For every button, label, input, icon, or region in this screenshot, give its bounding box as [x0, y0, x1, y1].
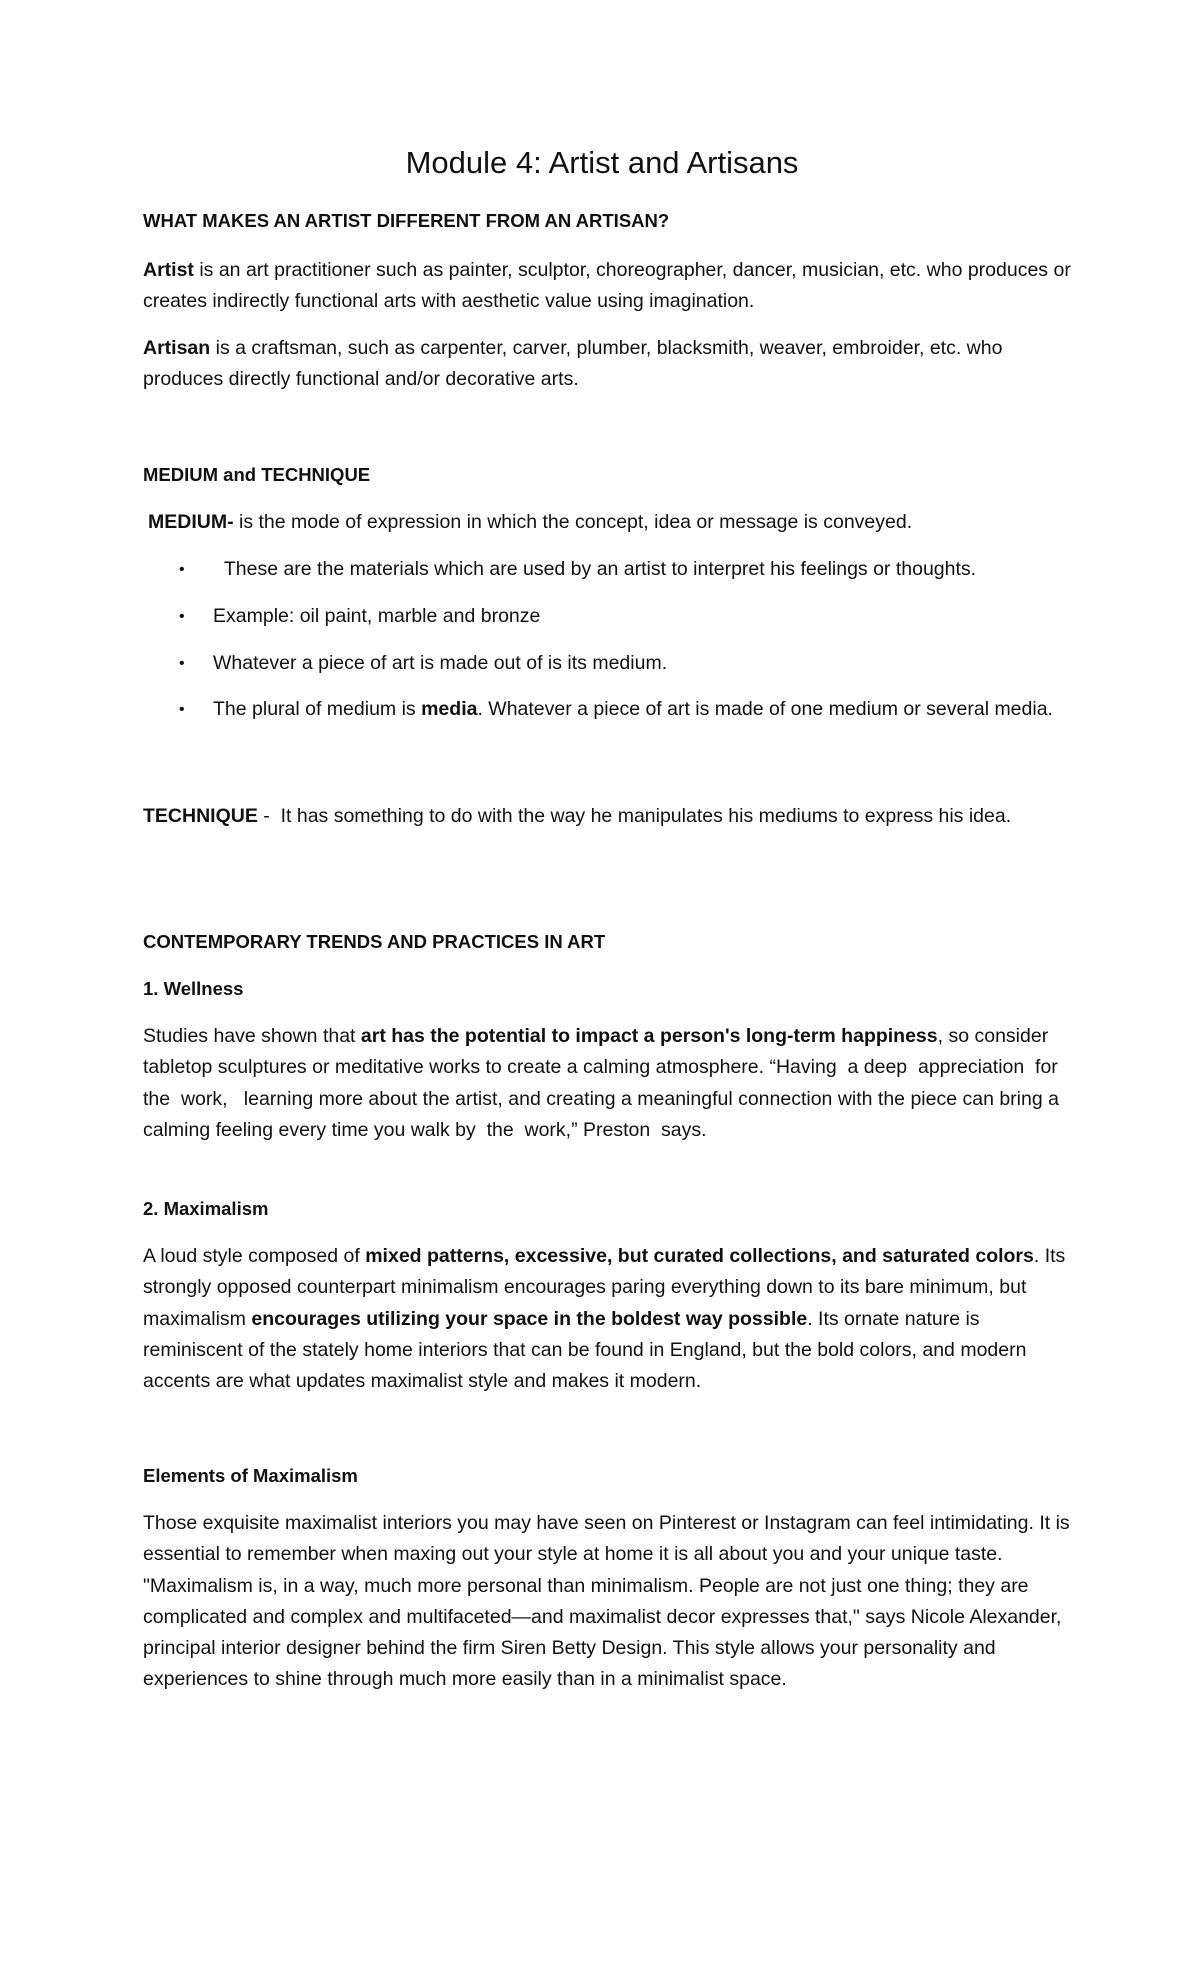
list-item — [143, 694, 1061, 725]
maximalism-highlight: mixed patterns, excessive, but curated collections, and saturated colors — [365, 1245, 1034, 1267]
bullet-text — [213, 698, 1053, 720]
maximalism-text: A loud style composed of — [143, 1245, 366, 1267]
wellness-text: Studies have shown that — [143, 1025, 361, 1047]
heading-artist-vs-artisan: WHAT MAKES AN ARTIST DIFFERENT FROM AN ARTISAN? — [143, 210, 670, 231]
artist-definition-text: is an art practitioner such as painter, sculptor, choreographer, dancer, musician, etc. who produces or creates indirectly functional arts with aesthetic value using imagination. — [143, 259, 1071, 313]
bullet-text: Example: oil paint, marble and bronze — [213, 604, 541, 627]
list-item — [143, 554, 1061, 585]
maximalism-highlight: encourages utilizing your space in the boldest way possible — [251, 1307, 808, 1330]
medium-term: MEDIUM- — [148, 511, 234, 533]
bullet-text-part: The plural of medium is — [213, 698, 422, 721]
wellness-text: , so consider tabletop sculptures or meditative works to create a calming atmosphere. “Having a deep appreciation for the work, learning more about the artist, and creating a meaningful connection with the piece can bring a calming feeling every time you walk by the work,” Preston says. — [143, 1025, 1069, 1141]
maximalism-text: . Its strongly opposed counterpart minimalism encourages paring everything down to its bare minimum, but maximalism — [143, 1245, 1066, 1330]
bullet-icon: • — [179, 701, 185, 719]
maximalism-paragraph — [143, 1241, 1073, 1397]
artisan-definition — [143, 333, 1073, 396]
medium-definition — [148, 507, 1078, 538]
heading-wellness: 1. Wellness — [143, 978, 244, 999]
list-item — [143, 601, 1061, 632]
page-title: Module 4: Artist and Artisans — [405, 145, 799, 180]
heading-maximalism: 2. Maximalism — [143, 1198, 269, 1219]
heading-medium-technique: MEDIUM and TECHNIQUE — [143, 464, 371, 485]
artisan-term: Artisan — [143, 337, 211, 359]
bullet-text: Whatever a piece of art is made out of is its medium. — [213, 651, 668, 674]
media-term: media — [421, 698, 478, 721]
bullet-icon: • — [179, 607, 185, 625]
bullet-text-part: . Whatever a piece of art is made of one medium or several media. — [477, 698, 1053, 721]
elements-paragraph: Those exquisite maximalist interiors you may have seen on Pinterest or Instagram can feel intimidating. It is essential to remember when maxing out your style at home it is all about you and your unique taste. "Maximalism is, in a way, much more personal than minimalism. People are not just one thing; they are complicated and complex and multifaceted—and maximalist decor expresses that," says Nicole Alexander, principal interior designer behind the firm Siren Betty Design. This style allows your personality and experiences to shine through much more easily than in a minimalist space. — [143, 1512, 1070, 1691]
wellness-paragraph — [143, 1021, 1073, 1146]
bullet-icon: • — [179, 561, 185, 578]
technique-definition-text: - It has something to do with the way he manipulates his mediums to express his idea. — [257, 805, 1012, 827]
heading-elements-of-maximalism: Elements of Maximalism — [143, 1465, 358, 1486]
bullet-icon: • — [179, 654, 185, 672]
medium-definition-text: is the mode of expression in which the concept, idea or message is conveyed. — [233, 511, 913, 533]
artisan-definition-text: is a craftsman, such as carpenter, carver, plumber, blacksmith, weaver, embroider, etc. who produces directly functional and/or decorative arts. — [143, 337, 1003, 391]
heading-contemporary-trends: CONTEMPORARY TRENDS AND PRACTICES IN ART — [143, 931, 606, 952]
technique-definition — [143, 801, 1073, 832]
wellness-highlight: art has the potential to impact a person's long-term happiness — [360, 1025, 938, 1047]
list-item — [143, 648, 1061, 679]
technique-term: TECHNIQUE — [143, 805, 258, 827]
artist-definition — [143, 255, 1073, 318]
bullet-text: These are the materials which are used by an artist to interpret his feelings or thoughts. — [213, 558, 977, 580]
artist-term: Artist — [143, 259, 194, 281]
maximalism-text: . Its ornate nature is reminiscent of the stately home interiors that can be found in England, but the bold colors, and modern accents are what updates maximalist style and makes it modern. — [143, 1307, 1027, 1393]
medium-bullet-list — [143, 554, 1061, 741]
